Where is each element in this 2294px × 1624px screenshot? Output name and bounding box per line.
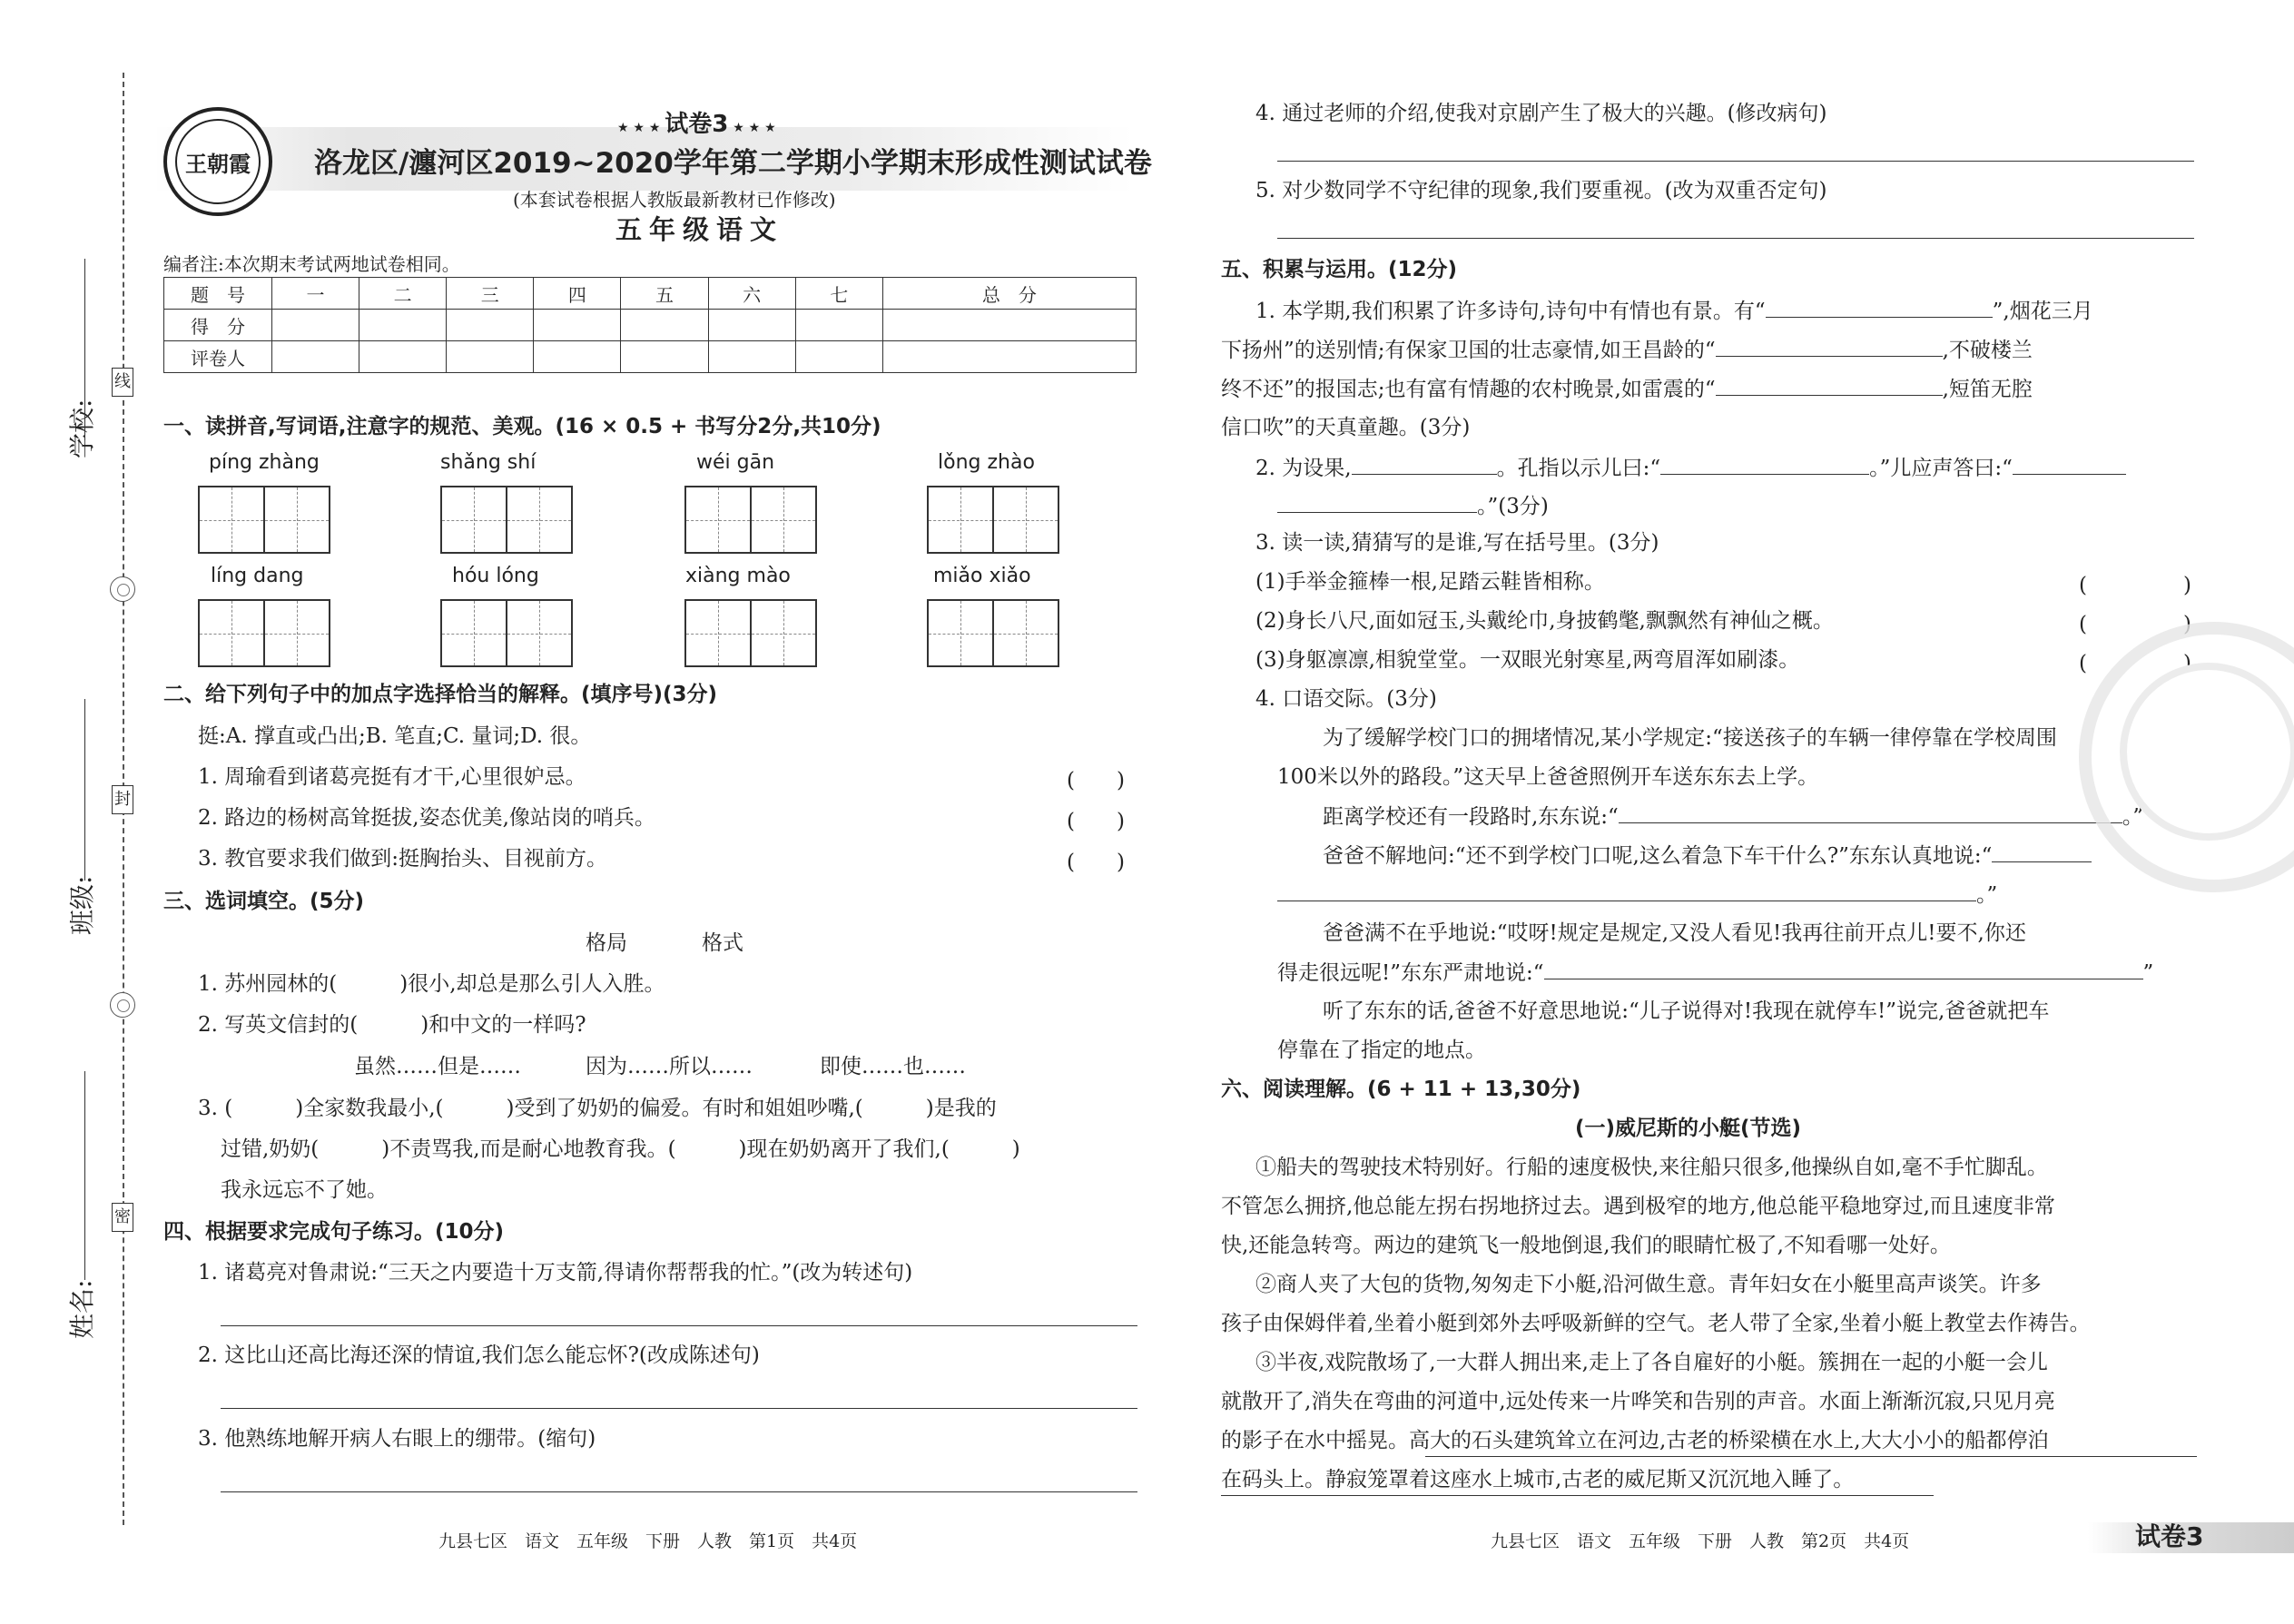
section5-q1: 信口吹”的天真童趣。(3分)	[1221, 416, 1471, 439]
section5-title: 五、积累与运用。(12分)	[1221, 258, 1458, 281]
section4-item: 4. 通过老师的介绍,使我对京剧产生了极大的兴趣。(修改病句)	[1255, 102, 1827, 125]
watermark-inner	[2120, 663, 2294, 841]
section4-item: 1. 诸葛亮对鲁肃说:“三天之内要造十万支箭,得请你帮帮我的忙。”(改为转述句)	[198, 1261, 913, 1284]
passage-line: 孩子由保姆伴着,坐着小艇到郊外去呼吸新鲜的空气。老人带了全家,坐着小艇上教堂去作祷告。	[1221, 1312, 2091, 1335]
section4-item: 2. 这比山还高比海还深的情谊,我们怎么能忘怀?(改成陈述句)	[198, 1343, 760, 1367]
section5-q4-text: 为了缓解学校门口的拥堵情况,某小学规定:“接送孩子的车辆一律停靠在学校周围	[1323, 726, 2057, 750]
section2-item: 1. 周瑜看到诸葛亮挺有才干,心里很妒忌。	[198, 765, 586, 789]
section5-q3-item: (3)身躯凛凛,相貌堂堂。一双眼光射寒星,两弯眉浑如刷漆。	[1255, 648, 1800, 672]
section3-q3: 3. ( )全家数我最小,( )受到了奶奶的偏爱。有时和姐姐吵嘴,( )是我的	[198, 1097, 997, 1120]
section4-title: 四、根据要求完成句子练习。(10分)	[163, 1220, 505, 1244]
score-header: 五	[621, 278, 708, 310]
passage-line: 快,还能急转弯。两边的建筑飞一般地倒退,我们的眼睛忙极了,不知看哪一处好。	[1221, 1234, 1951, 1257]
score-cell[interactable]	[621, 341, 708, 373]
score-cell[interactable]	[272, 310, 359, 341]
section2-options: 挺:A. 撑直或凸出;B. 笔直;C. 量词;D. 很。	[198, 724, 592, 748]
section3-q1: 1. 苏州园林的( )很小,却总是那么引人入胜。	[198, 972, 665, 996]
grade-subject: 五年级语文	[615, 214, 784, 245]
footer-badge: 试卷3	[2135, 1521, 2204, 1551]
section5-q4-text: 爸爸满不在乎地说:“哎呀!规定是规定,又没人看见!我再往前开点儿!要不,你还	[1323, 921, 2026, 945]
section5-q4-text: 距离学校还有一段路时,东东说:“ 。”	[1323, 802, 2143, 831]
passage-line: 的影子在水中摇晃。高大的石头建筑耸立在河边,古老的桥梁横在水上,大大小小的船都停泊	[1221, 1429, 2049, 1452]
score-header: 二	[359, 278, 447, 310]
section2-item: 3. 教官要求我们做到:挺胸抬头、目视前方。	[198, 847, 608, 871]
score-cell[interactable]	[534, 310, 621, 341]
passage-line: ③半夜,戏院散场了,一大群人拥出来,走上了各自雇好的小艇。簇拥在一起的小艇一会儿	[1255, 1351, 2048, 1374]
seal-mark-seal: 封	[112, 785, 133, 814]
score-cell[interactable]	[708, 341, 795, 373]
pinyin-label: shǎng shí	[440, 451, 537, 474]
section2-item: 2. 路边的杨树高耸挺拔,姿态优美,像站岗的哨兵。	[198, 806, 655, 830]
answer-paren[interactable]: ( )	[2079, 652, 2210, 675]
score-header: 四	[534, 278, 621, 310]
section5-q4-text: 停靠在了指定的地点。	[1277, 1038, 1486, 1062]
passage-underline	[1221, 1495, 1934, 1496]
binding-margin	[0, 0, 154, 1624]
section5-q4-title: 4. 口语交际。(3分)	[1255, 687, 1437, 711]
score-cell[interactable]	[882, 341, 1136, 373]
pinyin-label: xiàng mào	[685, 565, 791, 587]
section5-q4-text: 100米以外的路段。”这天早上爸爸照例开车送东东去上学。	[1277, 765, 1819, 789]
pinyin-label: lǒng zhào	[938, 451, 1035, 474]
footer-left: 九县七区 语文 五年级 下册 人教 第1页 共4页	[438, 1531, 858, 1551]
pinyin-label: miǎo xiǎo	[933, 565, 1031, 587]
passage-line: 不管怎么拥挤,他总能左拐右拐地挤过去。遇到极窄的地方,他总能平稳地穿过,而且速度非常	[1221, 1195, 2055, 1218]
writing-grid[interactable]	[684, 486, 817, 554]
logo-seal	[163, 107, 272, 216]
section5-q4-text: 得走很远呢!”东东严肃地说:“ ”	[1277, 959, 2153, 987]
writing-grid[interactable]	[927, 599, 1059, 667]
score-cell[interactable]	[795, 341, 882, 373]
word-choice: 虽然……但是……	[354, 1055, 521, 1078]
section5-q3-item: (2)身长八尺,面如冠玉,头戴纶巾,身披鹤氅,飘飘然有神仙之概。	[1255, 609, 1834, 633]
binding-hole-icon	[110, 992, 135, 1018]
answer-line[interactable]	[1277, 238, 2194, 239]
answer-paren[interactable]: ( )	[2079, 613, 2210, 636]
score-cell[interactable]	[447, 341, 534, 373]
answer-line[interactable]	[221, 1491, 1137, 1492]
writing-grid[interactable]	[198, 599, 330, 667]
name-label: 姓名:	[67, 1279, 97, 1339]
section4-item: 5. 对少数同学不守纪律的现象,我们要重视。(改为双重否定句)	[1255, 179, 1827, 202]
score-header: 总 分	[882, 278, 1136, 310]
writing-grid[interactable]	[684, 599, 817, 667]
score-header: 六	[708, 278, 795, 310]
writing-grid[interactable]	[927, 486, 1059, 554]
section3-title: 三、选词填空。(5分)	[163, 890, 365, 913]
section3-q3: 过错,奶奶( )不责骂我,而是耐心地教育我。( )现在奶奶离开了我们,( )	[221, 1137, 1020, 1161]
section5-q1: 终不还”的报国志;也有富有情趣的农村晚景,如雷震的“ ,短笛无腔	[1221, 375, 2033, 403]
section2-title: 二、给下列句子中的加点字选择恰当的解释。(填序号)(3分)	[163, 683, 718, 706]
score-cell[interactable]	[621, 310, 708, 341]
passage-line: 在码头上。静寂笼罩着这座水上城市,古老的威尼斯又沉沉地入睡了。	[1221, 1468, 1855, 1491]
answer-line[interactable]	[221, 1408, 1137, 1409]
exam-badge: ★ ★ ★ 试卷3 ★ ★ ★	[617, 111, 776, 138]
passage-line: 就散开了,消失在弯曲的河道中,远处传来一片哗笑和告别的声音。水面上渐渐沉寂,只见月亮	[1221, 1390, 2055, 1413]
score-cell[interactable]	[708, 310, 795, 341]
pinyin-label: píng zhàng	[209, 451, 320, 474]
seal-mark-secret: 密	[112, 1203, 133, 1232]
writing-grid[interactable]	[440, 486, 573, 554]
section5-q3-title: 3. 读一读,猜猜写的是谁,写在括号里。(3分)	[1255, 531, 1659, 555]
passage-underline	[1425, 1456, 2197, 1457]
section6-title: 六、阅读理解。(6 + 11 + 13,30分)	[1221, 1078, 1581, 1101]
pinyin-label: hóu lóng	[452, 565, 539, 587]
score-cell[interactable]	[447, 310, 534, 341]
answer-line[interactable]	[221, 1325, 1137, 1326]
score-cell[interactable]	[534, 341, 621, 373]
passage-line: ②商人夹了大包的货物,匆匆走下小艇,沿河做生意。青年妇女在小艇里高声谈笑。许多	[1255, 1273, 2042, 1296]
word-choice: 格式	[702, 931, 743, 955]
logo-text: 王朝霞	[185, 150, 251, 177]
score-cell[interactable]	[359, 341, 447, 373]
answer-paren[interactable]: ( )	[1067, 769, 1125, 792]
school-label: 学校:	[67, 399, 97, 458]
score-row-label: 评卷人	[164, 341, 272, 373]
word-choice: 因为……所以……	[586, 1055, 753, 1078]
pinyin-label: líng dang	[211, 565, 304, 587]
pinyin-label: wéi gān	[696, 451, 775, 474]
editor-note: 编者注:本次期末考试两地试卷相同。	[163, 253, 460, 275]
seal-mark-line: 线	[112, 368, 133, 397]
score-cell[interactable]	[882, 310, 1136, 341]
answer-paren[interactable]: ( )	[2079, 574, 2210, 597]
section5-q4-text: 爸爸不解地问:“还不到学校门口呢,这么着急下车干什么?”东东认真地说:“	[1323, 842, 2092, 870]
answer-line[interactable]	[1277, 161, 2194, 162]
score-cell[interactable]	[272, 341, 359, 373]
score-row-label: 得 分	[164, 310, 272, 341]
footer-right: 九县七区 语文 五年级 下册 人教 第2页 共4页	[1491, 1531, 1910, 1551]
score-cell[interactable]	[795, 310, 882, 341]
writing-grid[interactable]	[440, 599, 573, 667]
binding-hole-icon	[110, 576, 135, 602]
exam-title: 洛龙区/瀍河区2019~2020学年第二学期小学期末形成性测试试卷	[314, 147, 1152, 180]
answer-paren[interactable]: ( )	[1067, 851, 1125, 874]
section3-q2: 2. 写英文信封的( )和中文的一样吗?	[198, 1013, 586, 1037]
exam-subtitle: (本套试卷根据人教版最新教材已作修改)	[513, 189, 836, 211]
section1-title: 一、读拼音,写词语,注意字的规范、美观。(16 × 0.5 + 书写分2分,共10分)	[163, 415, 881, 438]
class-label: 班级:	[67, 875, 97, 935]
section4-item: 3. 他熟练地解开病人右眼上的绷带。(缩句)	[198, 1427, 596, 1451]
score-table	[163, 277, 1137, 373]
passage-title: (一)威尼斯的小艇(节选)	[1575, 1117, 1802, 1140]
section5-q2: 2. 为设果, 。孔指以示儿曰:“ 。”儿应声答曰:“	[1255, 454, 2126, 482]
section5-q1: 1. 本学期,我们积累了许多诗句,诗句中有情也有景。有“ ”,烟花三月	[1255, 297, 2093, 325]
score-cell[interactable]	[359, 310, 447, 341]
score-header: 题 号	[164, 278, 272, 310]
section3-q3: 我永远忘不了她。	[221, 1178, 388, 1202]
word-choice: 格局	[586, 931, 627, 955]
score-header: 一	[272, 278, 359, 310]
section5-q3-item: (1)手举金箍棒一根,足踏云鞋皆相称。	[1255, 570, 1605, 594]
section5-q4-text: 听了东东的话,爸爸不好意思地说:“儿子说得对!我现在就停车!”说完,爸爸就把车	[1323, 999, 2050, 1023]
passage-line: ①船夫的驾驶技术特别好。行船的速度极快,来往船只很多,他操纵自如,毫不手忙脚乱。	[1255, 1156, 2048, 1179]
section5-q2: 。”(3分)	[1277, 492, 1549, 520]
score-header: 三	[447, 278, 534, 310]
writing-grid[interactable]	[198, 486, 330, 554]
section5-q4-text: 。”	[1277, 881, 1997, 909]
answer-paren[interactable]: ( )	[1067, 810, 1125, 833]
score-header: 七	[795, 278, 882, 310]
section5-q1: 下扬州”的送别情;有保家卫国的壮志豪情,如王昌龄的“ ,不破楼兰	[1221, 336, 2033, 364]
word-choice: 即使……也……	[820, 1055, 966, 1078]
